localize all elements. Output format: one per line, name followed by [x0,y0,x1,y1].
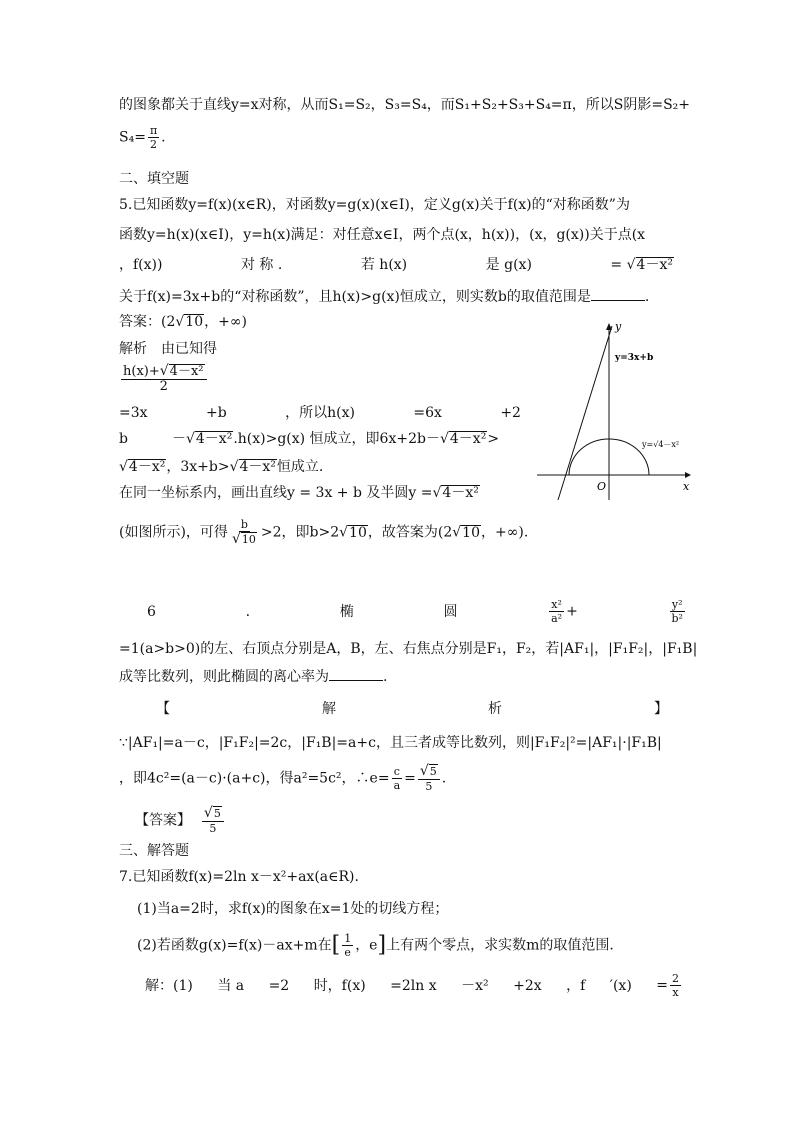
radical-sign: √ [432,485,442,501]
text-line [119,484,480,502]
radical-sign: √ [419,763,429,779]
radicand: 4－x² [169,364,204,379]
numerator: c [393,765,400,778]
radicand: 4－x² [195,431,233,447]
text-line [119,124,166,151]
radical-sign: √ [159,363,169,379]
text-line [119,668,387,686]
text-line: 5.已知函数y=f(x)(x∈R)，对函数y=g(x)(x∈I)，定义g(x)关于f(x)的“对称函数”为 [119,197,630,213]
answer-line [135,806,226,835]
text: 椭 [339,603,354,620]
numerator: y² [671,598,683,611]
text-line: 7.已知函数f(x)=2ln x－x²+ax(a∈R). [119,869,359,885]
y-axis-label: y [615,320,622,333]
text: 6 [147,603,156,620]
text: = [656,977,668,994]
text-line: 解析 由已知得 [119,341,217,357]
text: 解：(1) [145,977,193,994]
radical-sign: √ [452,524,462,541]
radical-sign: √ [626,257,636,273]
denominator: e [344,946,351,959]
text: ，f(x)) [119,257,163,273]
x-axis-label: x [683,480,690,493]
radical-sign: √ [185,431,195,447]
text: ，f [566,977,586,994]
text: ，+∞) [204,314,247,330]
text-line [119,764,446,793]
fraction [121,364,207,393]
numerator: x² [551,598,562,611]
text: 对 称 . [240,257,283,273]
text: 答案：(2 [119,314,176,330]
radical-sign: √ [203,805,213,821]
denominator: 5 [425,780,433,793]
text: =6x [413,405,442,421]
radicand: 10 [185,314,204,330]
text-line: (1)当a=2时，求f(x)的图象在x=1处的切线方程； [137,901,449,917]
text-line [119,518,528,547]
text: － [171,431,186,447]
text-line: ∵|AF₁|=a－c，|F₁F₂|=2c，|F₁B|=a+c，且三者成等比数列，则|F₁F₂|²=|AF₁|·|F₁B| [119,735,662,751]
numerator: 1 [344,932,352,945]
radicand: 5 [213,807,221,820]
text: ，所以h(x) [285,405,355,421]
text-line [119,430,499,448]
text-line: 函数y=h(x)(x∈I)，y=h(x)满足：对任意x∈I，两个点(x，h(x))，(x，g(x))关于点(x [119,227,646,243]
text: 析 [488,701,502,717]
text: . [161,129,166,146]
text: 上有两个零点，求实数m的取值范围. [386,937,614,954]
text: 解 [322,701,336,717]
text: ，即4c²=(a－c)·(a+c)，得a²=5c²，∴e= [119,770,390,787]
fraction [392,765,403,792]
text-line: =1(a>b>0)的左、右顶点分别是A，B，左、右焦点分别是F₁，F₂，若|AF₁|，|F₁F₂|，|F₁B| [119,641,698,657]
text: . [383,669,388,685]
text-line: (2)若函数g(x)=f(x)－ax+m在[ $\frac{1}{e}$ ，e]上有两个零点，求实数m的取值范围. [137,932,614,959]
text: 恒成立. [276,459,324,475]
text-line [119,288,649,306]
text: b [119,431,128,447]
fraction [342,932,353,959]
section-heading: 三、解答题 [119,843,189,859]
text: . [245,603,251,620]
text: 成等比数列，则此椭圆的离心率为 [119,669,329,685]
fraction [670,972,681,999]
curve-label: y=√4－x² [642,440,680,449]
fraction-line [119,364,209,393]
text-line [119,256,674,274]
text: 是 g(x) [485,257,532,273]
answer-blank [591,290,645,301]
text: =2ln x [390,977,437,994]
fraction [202,806,224,835]
text: 【答案】 [135,812,191,829]
radicand: 4－x² [636,257,673,273]
radicand: 10 [462,524,480,541]
text: h(x)+ [123,364,160,379]
analysis-heading [156,700,668,718]
radical-sign: √ [439,431,449,447]
radicand: 4－x² [128,459,166,475]
fraction [549,598,564,625]
radicand: 4－x² [239,459,276,475]
fraction [418,764,440,793]
text: . [644,289,650,305]
text: 当 a [217,977,245,994]
text: =2 [268,977,290,994]
text: 在同一坐标系内，画出直线y = 3x + b 及半圆y = [119,485,433,501]
x-axis-arrow [685,472,691,478]
text: 若 h(x) [360,257,408,273]
text: +b [205,405,227,421]
numerator: b [240,518,248,531]
text: . [441,770,447,787]
radicand: 5 [429,765,437,778]
denominator: 2 [159,379,168,394]
text: －x² [461,977,489,994]
denominator: b² [671,612,683,625]
text: >2，即b>2 [260,524,340,541]
text: 【 [156,701,170,717]
line-label: y=3x+b [615,353,654,363]
function-graph [535,318,695,503]
origin-label: O [597,480,607,493]
text: (2)若函数g(x)=f(x)－ax+m在 [137,937,332,954]
text: + [566,603,578,620]
text: > [487,431,500,447]
denominator: a [393,779,401,792]
tangent-line [558,326,612,500]
text: ，e [355,937,378,954]
text-line: 的图象都关于直线y=x对称，从而S₁=S₂，S₃=S₄，而S₁+S₂+S₃+S₄=π，所以S阴影=S₂+ [119,97,690,113]
text: .h(x)>g(x) 恒成立，即6x+2b－ [233,431,440,447]
text: ，+∞). [480,524,529,541]
radical-sign: √ [339,524,349,541]
text: ，故答案为(2 [367,524,453,541]
fraction [230,518,259,547]
radical-sign: √ [175,314,185,330]
text-line [119,404,521,422]
denominator: a² [551,612,563,625]
radical-sign: √ [231,531,241,547]
fraction [670,598,685,625]
radicand: 10 [241,533,256,546]
text: 时，f(x) [313,977,366,994]
text: = [404,770,416,787]
denominator: 5 [209,822,217,835]
text: S₄= [119,129,146,146]
fraction [148,124,159,151]
text-line [145,972,683,999]
answer-blank [329,670,383,681]
radicand: 4－x² [449,431,487,447]
radicand: 10 [349,524,367,541]
radical-sign: √ [229,459,239,475]
text-line [119,458,323,476]
text: ，3x+b> [166,459,230,475]
text: =3x [119,405,148,421]
text: (如图所示)，可得 [119,524,228,541]
denominator: 2 [150,138,158,151]
numerator: π [149,124,158,137]
text: +2x [513,977,542,994]
section-heading: 二、填空题 [119,171,189,187]
text: = [610,257,623,273]
text-line [147,598,687,625]
answer-line [119,313,247,331]
denominator: x [672,986,679,999]
numerator: 2 [671,972,679,985]
radical-sign: √ [119,459,128,475]
text: 圆 [443,603,458,620]
text: 关于f(x)=3x+b的“对称函数”，且h(x)>g(x)恒成立，则实数b的取值范围是 [119,289,591,305]
text: ′(x) [609,977,632,994]
radicand: 4－x² [442,485,479,501]
text: 】 [654,701,668,717]
text: +2 [500,405,521,421]
